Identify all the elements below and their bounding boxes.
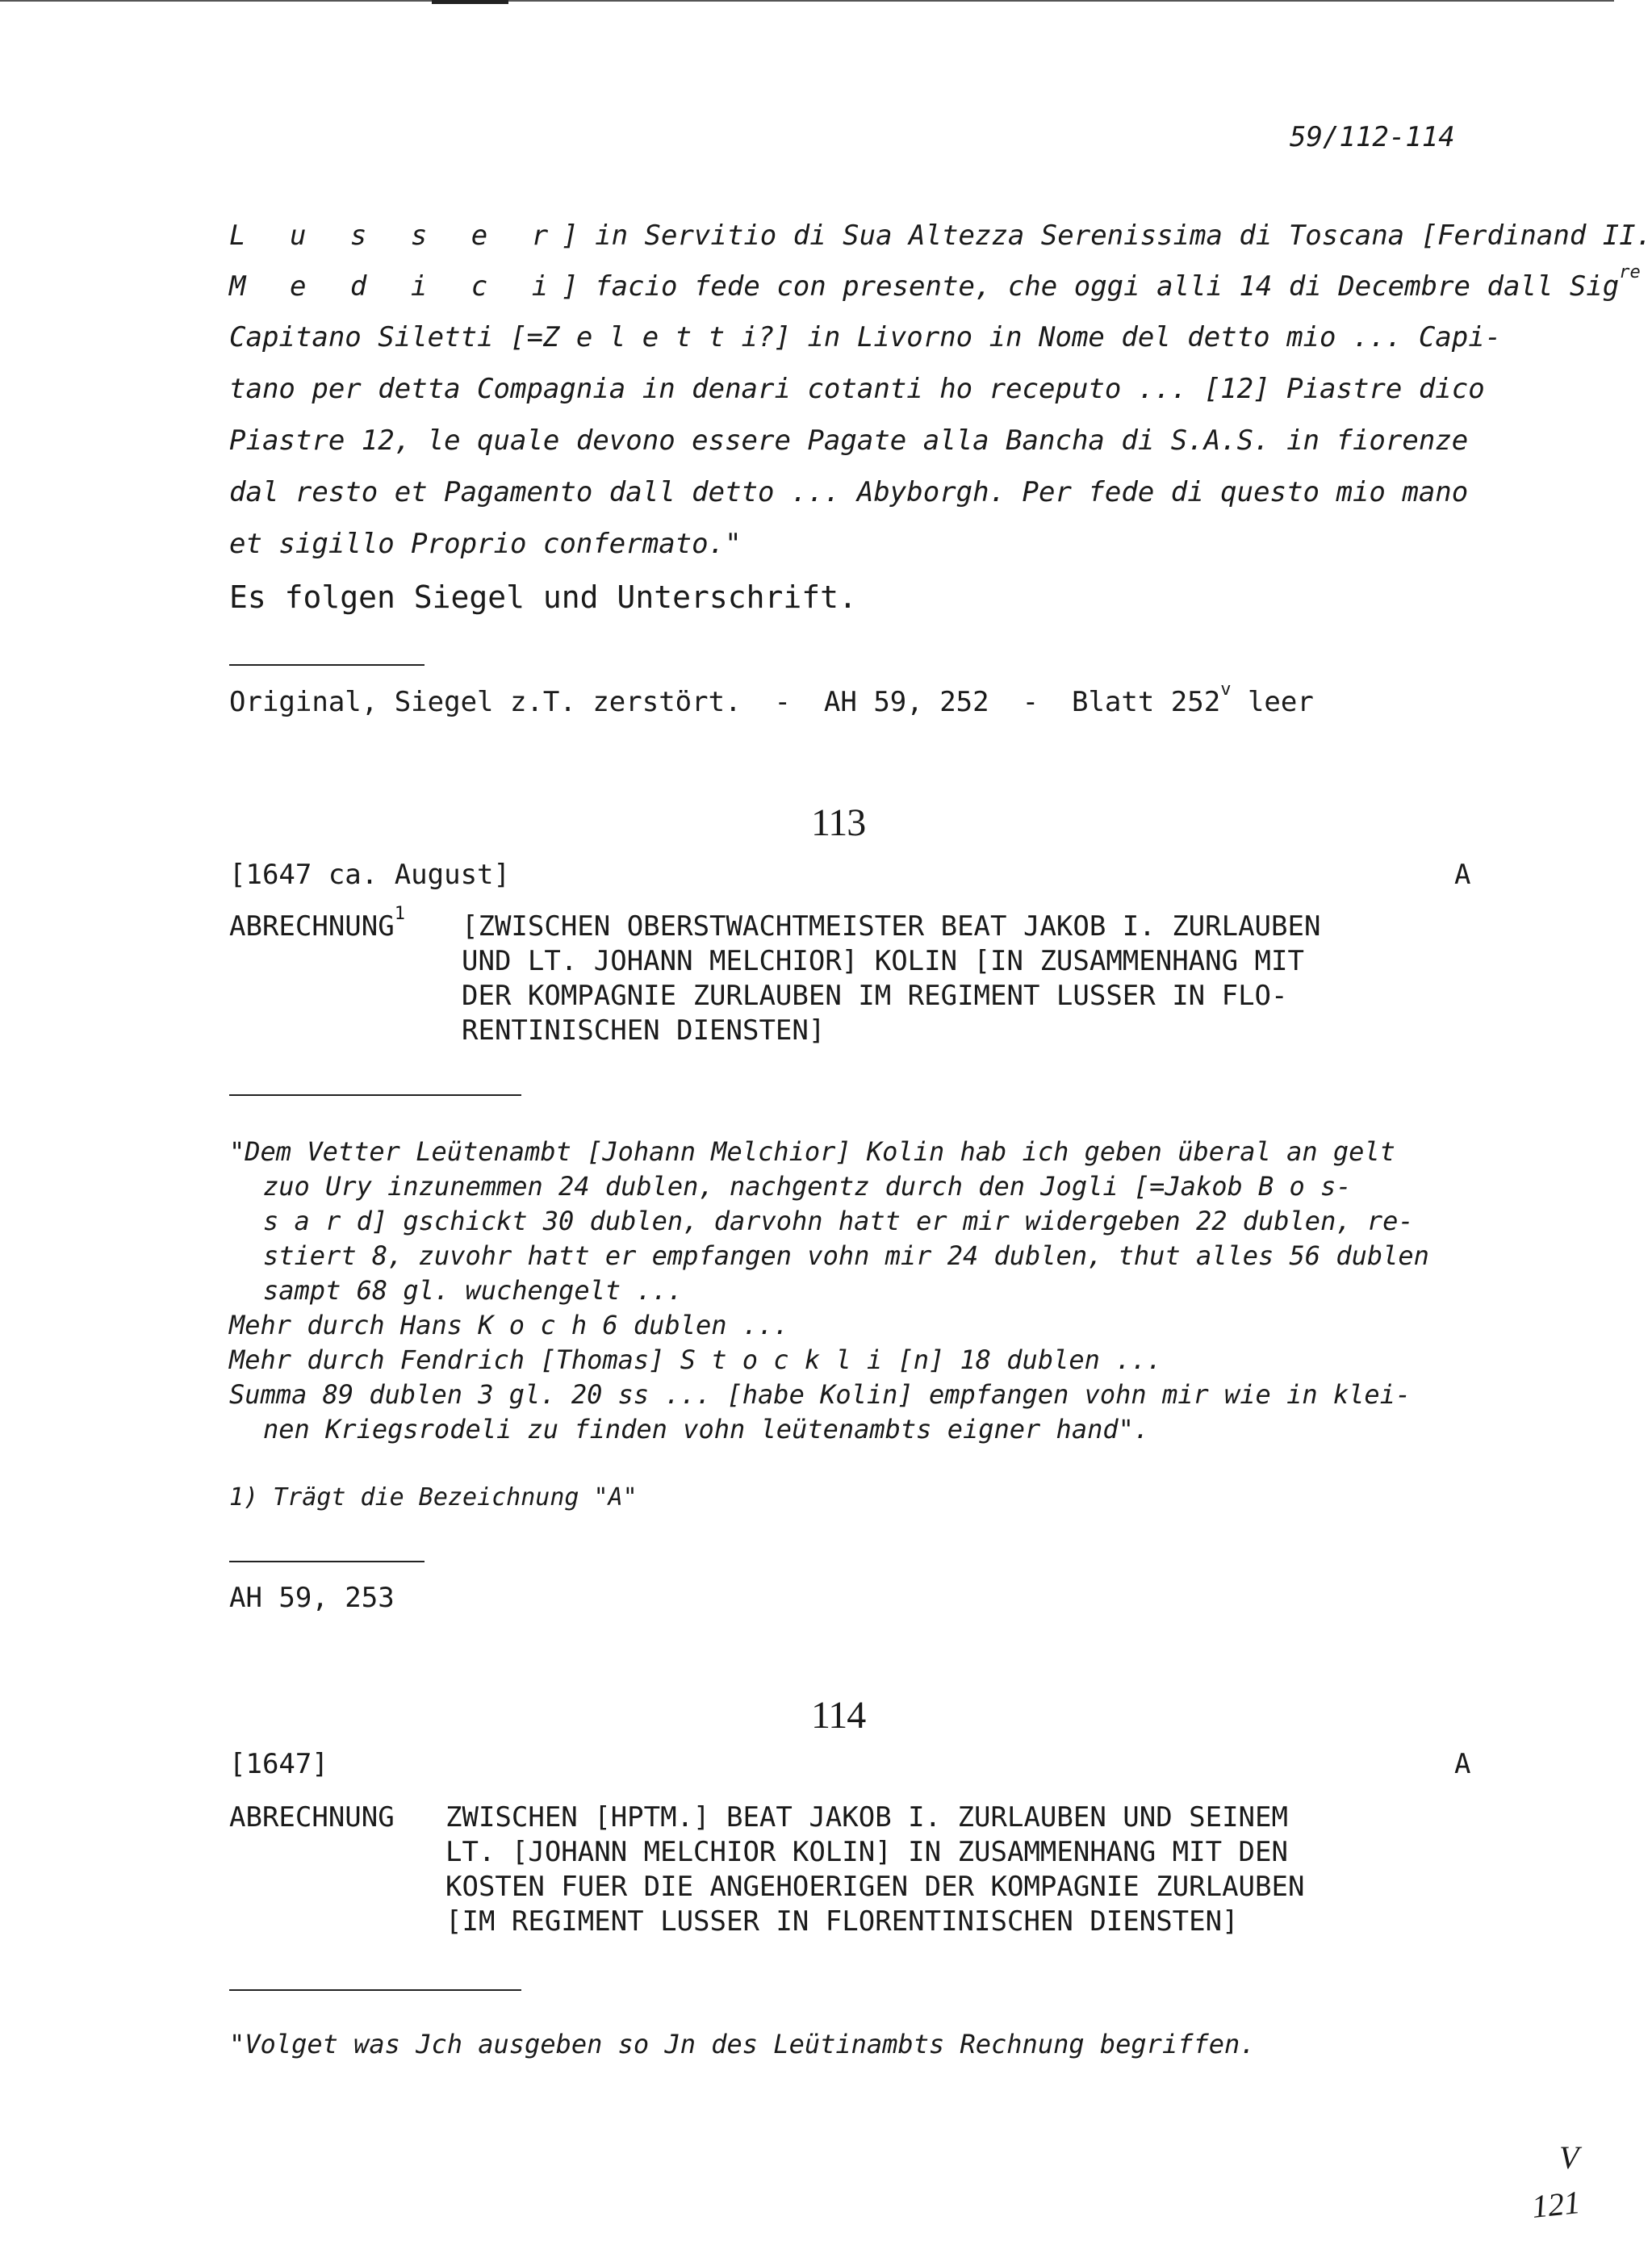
doc113-source: AH 59, 253 — [229, 1582, 395, 1614]
separator-rule — [229, 1989, 521, 1991]
doc113-quote-line: Summa 89 dublen 3 gl. 20 ss ... [habe Kolin] empfangen vohn mir wie in klei- — [229, 1379, 1412, 1410]
handwritten-check-mark: V — [1559, 2139, 1579, 2176]
doc113-quote-line: "Dem Vetter Leütenambt [Johann Melchior] Kolin hab ich geben überal an gelt — [229, 1136, 1395, 1167]
doc113-quote-line: nen Kriegsrodeli zu finden vohn leütenambts eigner hand". — [263, 1414, 1150, 1445]
doc113-title-label: ABRECHNUNG$^1$ — [229, 904, 405, 943]
doc113-quote-line: Mehr durch Fendrich [Thomas] S t o c k l i [n] 18 dublen ... — [229, 1344, 1162, 1375]
scan-top-edge — [0, 0, 1614, 2]
doc113-title-line: UND LT. JOHANN MELCHIOR] KOLIN [IN ZUSAMMENHANG MIT — [462, 945, 1304, 977]
doc113-quote-line: zuo Ury inzunemmen 24 dublen, nachgentz durch den Jogli [=Jakob B o s- — [263, 1171, 1352, 1202]
doc112-note: Es folgen Siegel und Unterschrift. — [229, 579, 857, 615]
doc114-title-line: KOSTEN FUER DIE ANGEHOERIGEN DER KOMPAGNIE ZURLAUBEN — [445, 1871, 1305, 1903]
handwritten-folio-number: 121 — [1529, 2183, 1583, 2226]
doc114-title-line: LT. [JOHANN MELCHIOR KOLIN] IN ZUSAMMENHANG MIT DEN — [445, 1836, 1288, 1868]
doc112-source: Original, Siegel z.T. zerstört. - AH 59, 252 - Blatt 252$^v$ leer — [229, 679, 1314, 718]
doc113-title-line: [ZWISCHEN OBERSTWACHTMEISTER BEAT JAKOB I. ZURLAUBEN — [462, 910, 1321, 943]
scan-top-mark — [432, 0, 508, 4]
doc113-letter: A — [1454, 859, 1471, 891]
doc113-footnote: 1) Trägt die Bezeichnung "A" — [229, 1483, 638, 1512]
doc114-quote: "Volget was Jch ausgeben so Jn des Leütinambts Rechnung begriffen. — [229, 2029, 1256, 2059]
doc114-date: [1647] — [229, 1748, 328, 1780]
doc113-title-line: RENTINISCHEN DIENSTEN] — [462, 1014, 826, 1047]
doc113-quote-line: Mehr durch Hans K o c h 6 dublen ... — [229, 1310, 789, 1340]
doc114-number: 114 — [811, 1694, 866, 1737]
separator-rule — [229, 1561, 425, 1562]
doc113-number: 113 — [811, 801, 866, 844]
page-reference: 59/112-114 — [1290, 121, 1455, 153]
doc112-line: Capitano Siletti [=Z e l e t t i?] in Livorno in Nome del detto mio ... Capi- — [229, 321, 1502, 353]
doc114-title-line: [IM REGIMENT LUSSER IN FLORENTINISCHEN DIENSTEN] — [445, 1905, 1239, 1938]
doc112-line: tano per detta Compagnia in denari cotanti ho receputo ... [12] Piastre dico — [229, 373, 1485, 405]
doc114-letter: A — [1454, 1748, 1471, 1780]
doc112-line: et sigillo Proprio confermato." — [229, 528, 742, 560]
doc112-line: M e d i c i] facio fede con presente, che oggi alli 14 di Decembre dall Sig$^{re}$ — [229, 262, 1641, 303]
doc114-title-label: ABRECHNUNG — [229, 1801, 395, 1834]
doc112-line: Piastre 12, le quale devono essere Pagate alla Bancha di S.A.S. in fiorenze — [229, 424, 1469, 457]
doc113-quote-line: s a r d] gschickt 30 dublen, darvohn hatt er mir widergeben 22 dublen, re- — [263, 1206, 1414, 1236]
separator-rule — [229, 1094, 521, 1096]
separator-rule — [229, 664, 425, 666]
doc113-quote-line: sampt 68 gl. wuchengelt ... — [263, 1275, 684, 1306]
doc112-line: dal resto et Pagamento dall detto ... Abyborgh. Per fede di questo mio mano — [229, 476, 1469, 508]
doc114-title-line: ZWISCHEN [HPTM.] BEAT JAKOB I. ZURLAUBEN UND SEINEM — [445, 1801, 1288, 1834]
doc112-line: L u s s e r] in Servitio di Sua Altezza Serenissima di Toscana [Ferdinand II. — [229, 220, 1652, 252]
doc113-date: [1647 ca. August] — [229, 859, 510, 891]
doc113-quote-line: stiert 8, zuvohr hatt er empfangen vohn mir 24 dublen, thut alles 56 dublen — [263, 1240, 1429, 1271]
doc113-title-line: DER KOMPAGNIE ZURLAUBEN IM REGIMENT LUSSER IN FLO- — [462, 980, 1288, 1012]
